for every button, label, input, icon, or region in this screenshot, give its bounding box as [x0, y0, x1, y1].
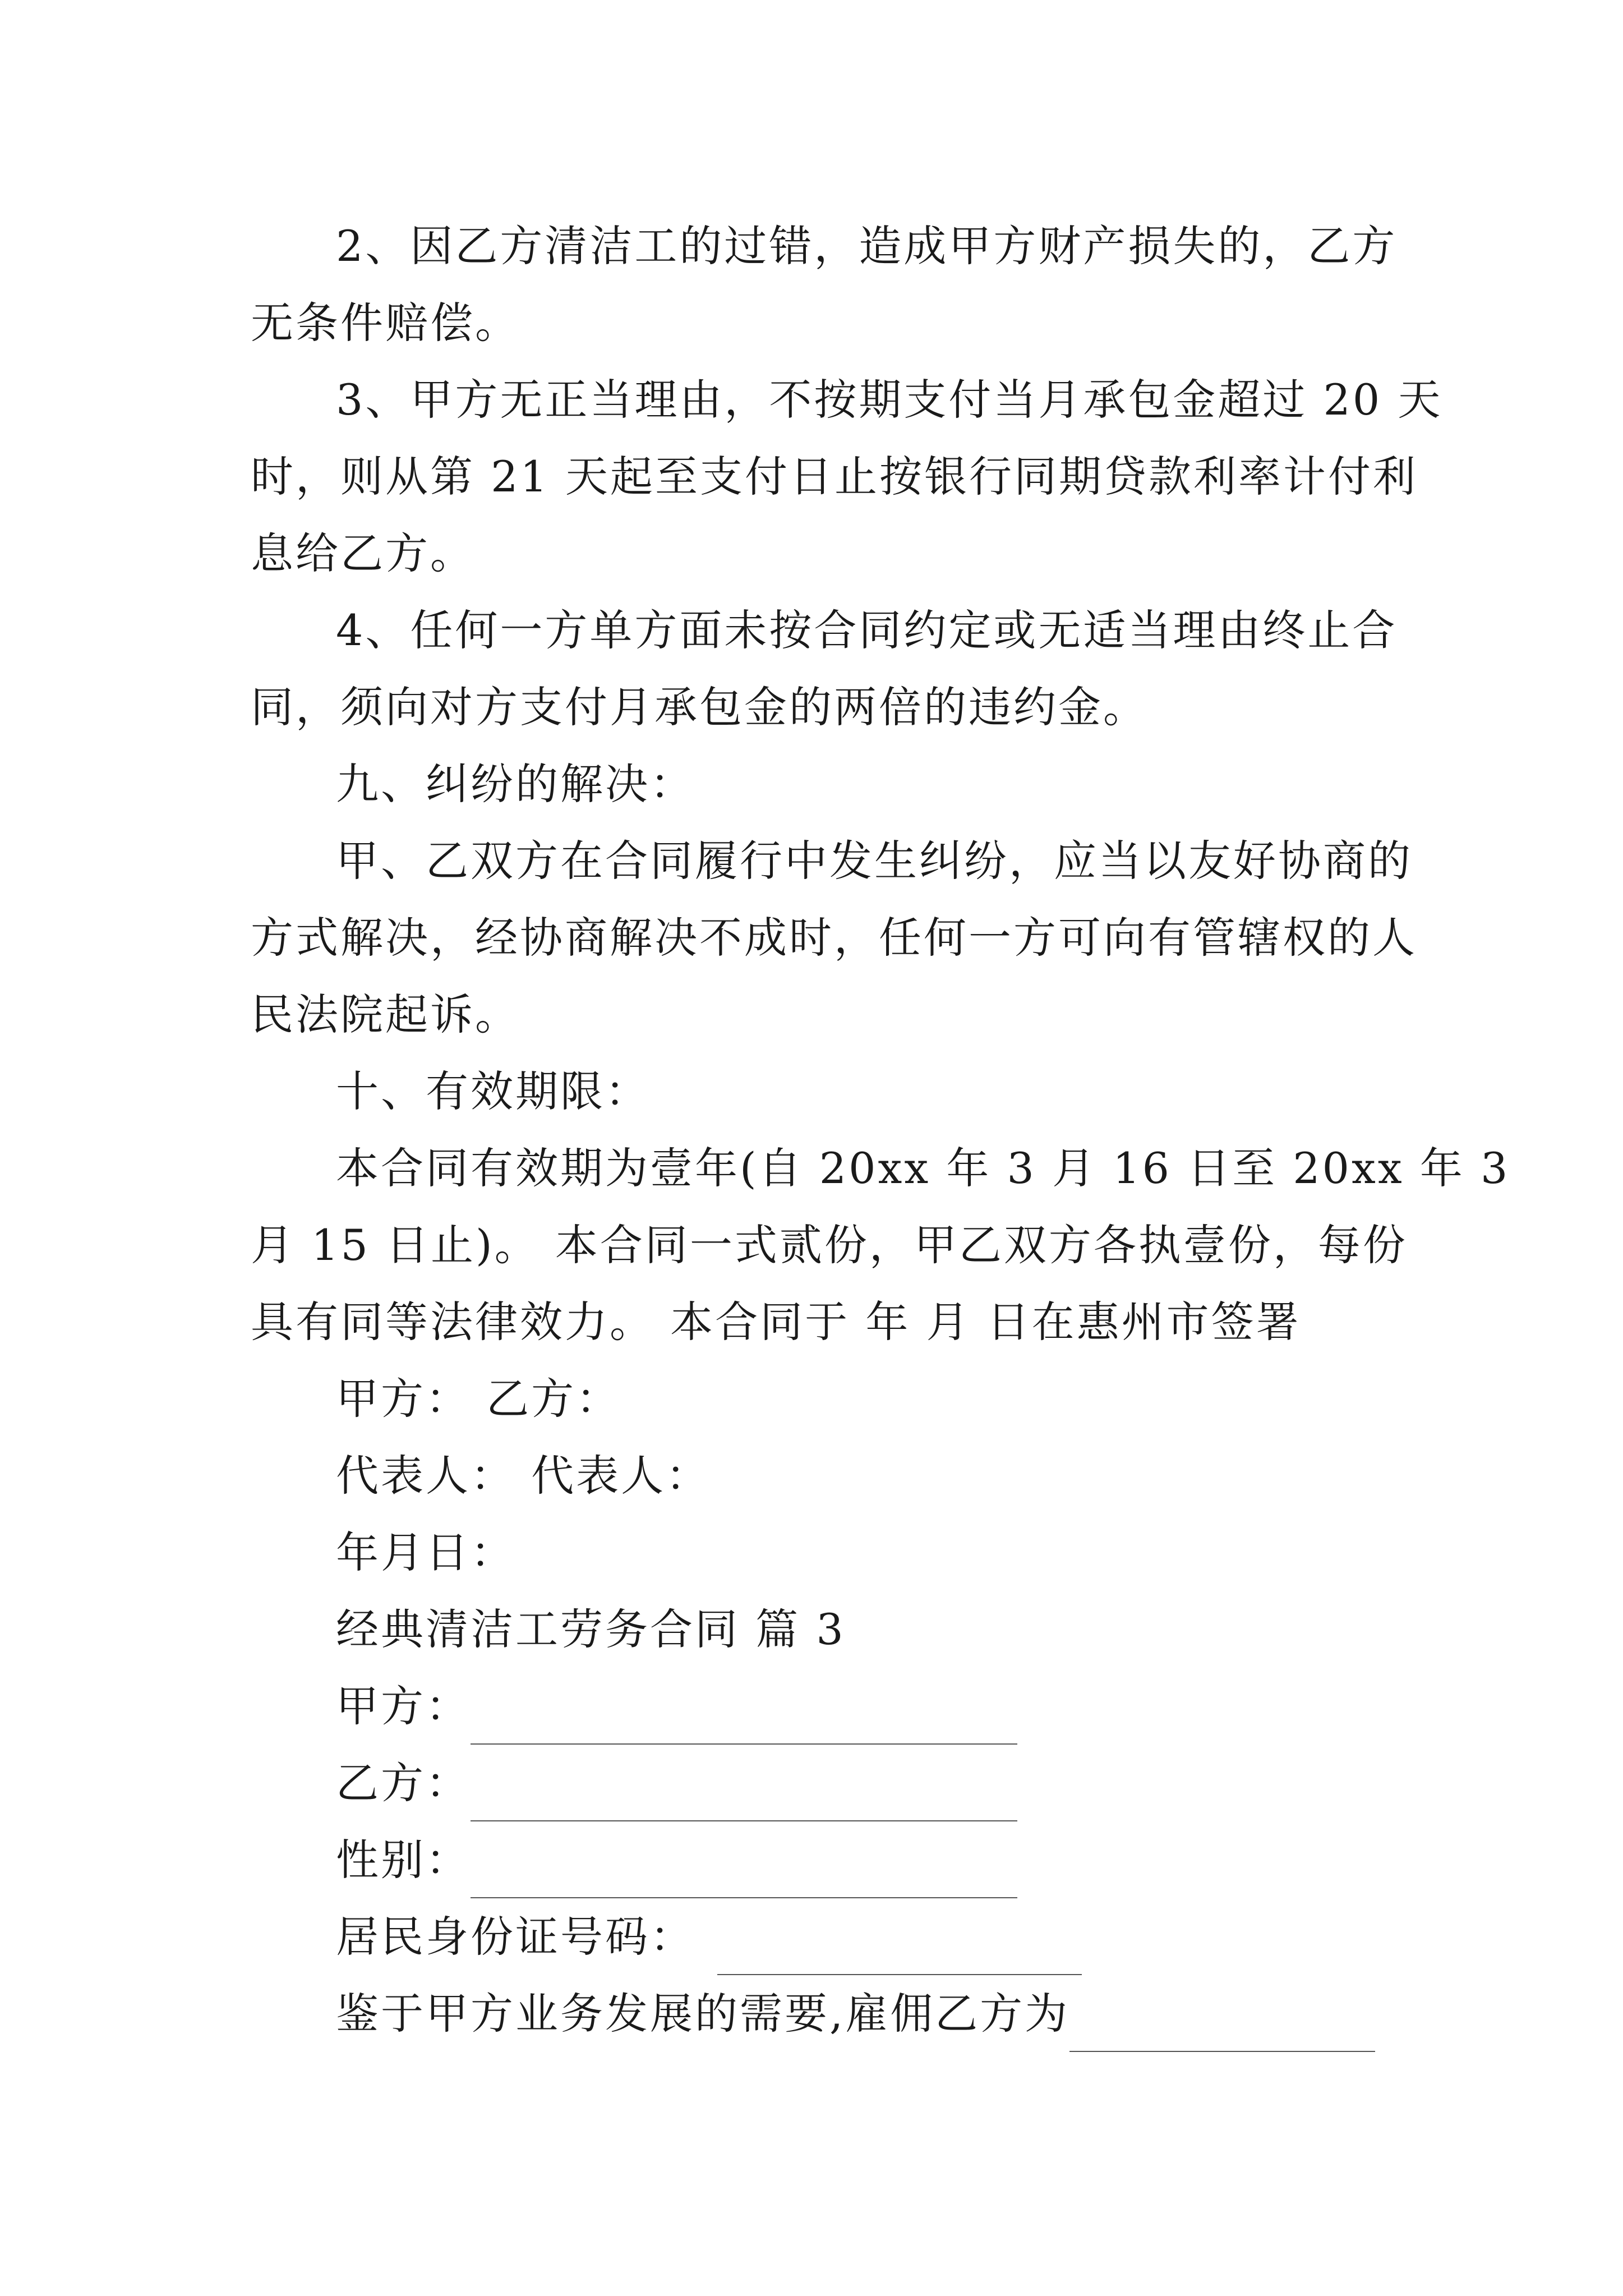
- gender-label: 性别：: [336, 1835, 471, 1885]
- signature-date-line: 年月日：: [336, 1527, 515, 1577]
- hire-text: 鉴于甲方业务发展的需要,雇佣乙方为: [336, 1989, 1070, 2039]
- signature-party-line: 甲方： 乙方：: [336, 1374, 621, 1424]
- section-9-title: 九、纠纷的解决：: [336, 759, 695, 809]
- party-a-label: 甲方：: [336, 1681, 471, 1731]
- document-page: [251, 208, 1510, 2052]
- section-10-body-line-1: 本合同有效期为壹年(自 20xx 年 3 月 16 日至 20xx 年 3: [336, 1143, 1510, 1193]
- section-10-body-line-2: 月 15 日止)。 本合同一式贰份，甲乙双方各执壹份，每份: [251, 1220, 1408, 1270]
- party-b-field: [251, 1745, 1375, 1821]
- paragraph-4-line-1: 4、任何一方单方面未按合同约定或无适当理由终止合: [336, 605, 1398, 655]
- id-number-blank[interactable]: [717, 1929, 1082, 1975]
- id-number-field: [251, 1898, 1375, 1975]
- gender-field: [251, 1821, 1375, 1898]
- signature-representative-line: 代表人： 代表人：: [336, 1451, 711, 1501]
- id-number-label: 居民身份证号码：: [336, 1912, 695, 1962]
- paragraph-3-line-1: 3、甲方无正当理由，不按期支付当月承包金超过 20 天: [336, 375, 1443, 425]
- party-a-blank[interactable]: [471, 1699, 1017, 1745]
- hire-position-field: [251, 1975, 1375, 2052]
- contract-3-title: 经典清洁工劳务合同 篇 3: [336, 1604, 846, 1654]
- section-9-body-line-2: 方式解决，经协商解决不成时，任何一方可向有管辖权的人: [251, 913, 1417, 963]
- party-b-blank[interactable]: [471, 1775, 1017, 1821]
- section-10-title: 十、有效期限：: [336, 1066, 650, 1116]
- paragraph-2-line-2: 无条件赔偿。: [251, 298, 520, 348]
- paragraph-3-line-2: 时，则从第 21 天起至支付日止按银行同期贷款利率计付利: [251, 452, 1418, 501]
- gender-blank[interactable]: [471, 1852, 1017, 1898]
- paragraph-2-line-1: 2、因乙方清洁工的过错，造成甲方财产损失的，乙方: [336, 221, 1398, 271]
- paragraph-3-line-3: 息给乙方。: [251, 528, 475, 578]
- section-9-body-line-1: 甲、乙双方在合同履行中发生纠纷，应当以友好协商的: [336, 836, 1413, 886]
- section-10-body-line-3: 具有同等法律效力。 本合同于 年 月 日在惠州市签署: [251, 1297, 1301, 1347]
- section-9-body-line-3: 民法院起诉。: [251, 990, 520, 1039]
- hire-position-blank[interactable]: [1069, 2006, 1375, 2052]
- party-a-field: [251, 1668, 1375, 1745]
- party-b-label: 乙方：: [336, 1758, 471, 1808]
- paragraph-4-line-2: 同，须向对方支付月承包金的两倍的违约金。: [251, 682, 1148, 732]
